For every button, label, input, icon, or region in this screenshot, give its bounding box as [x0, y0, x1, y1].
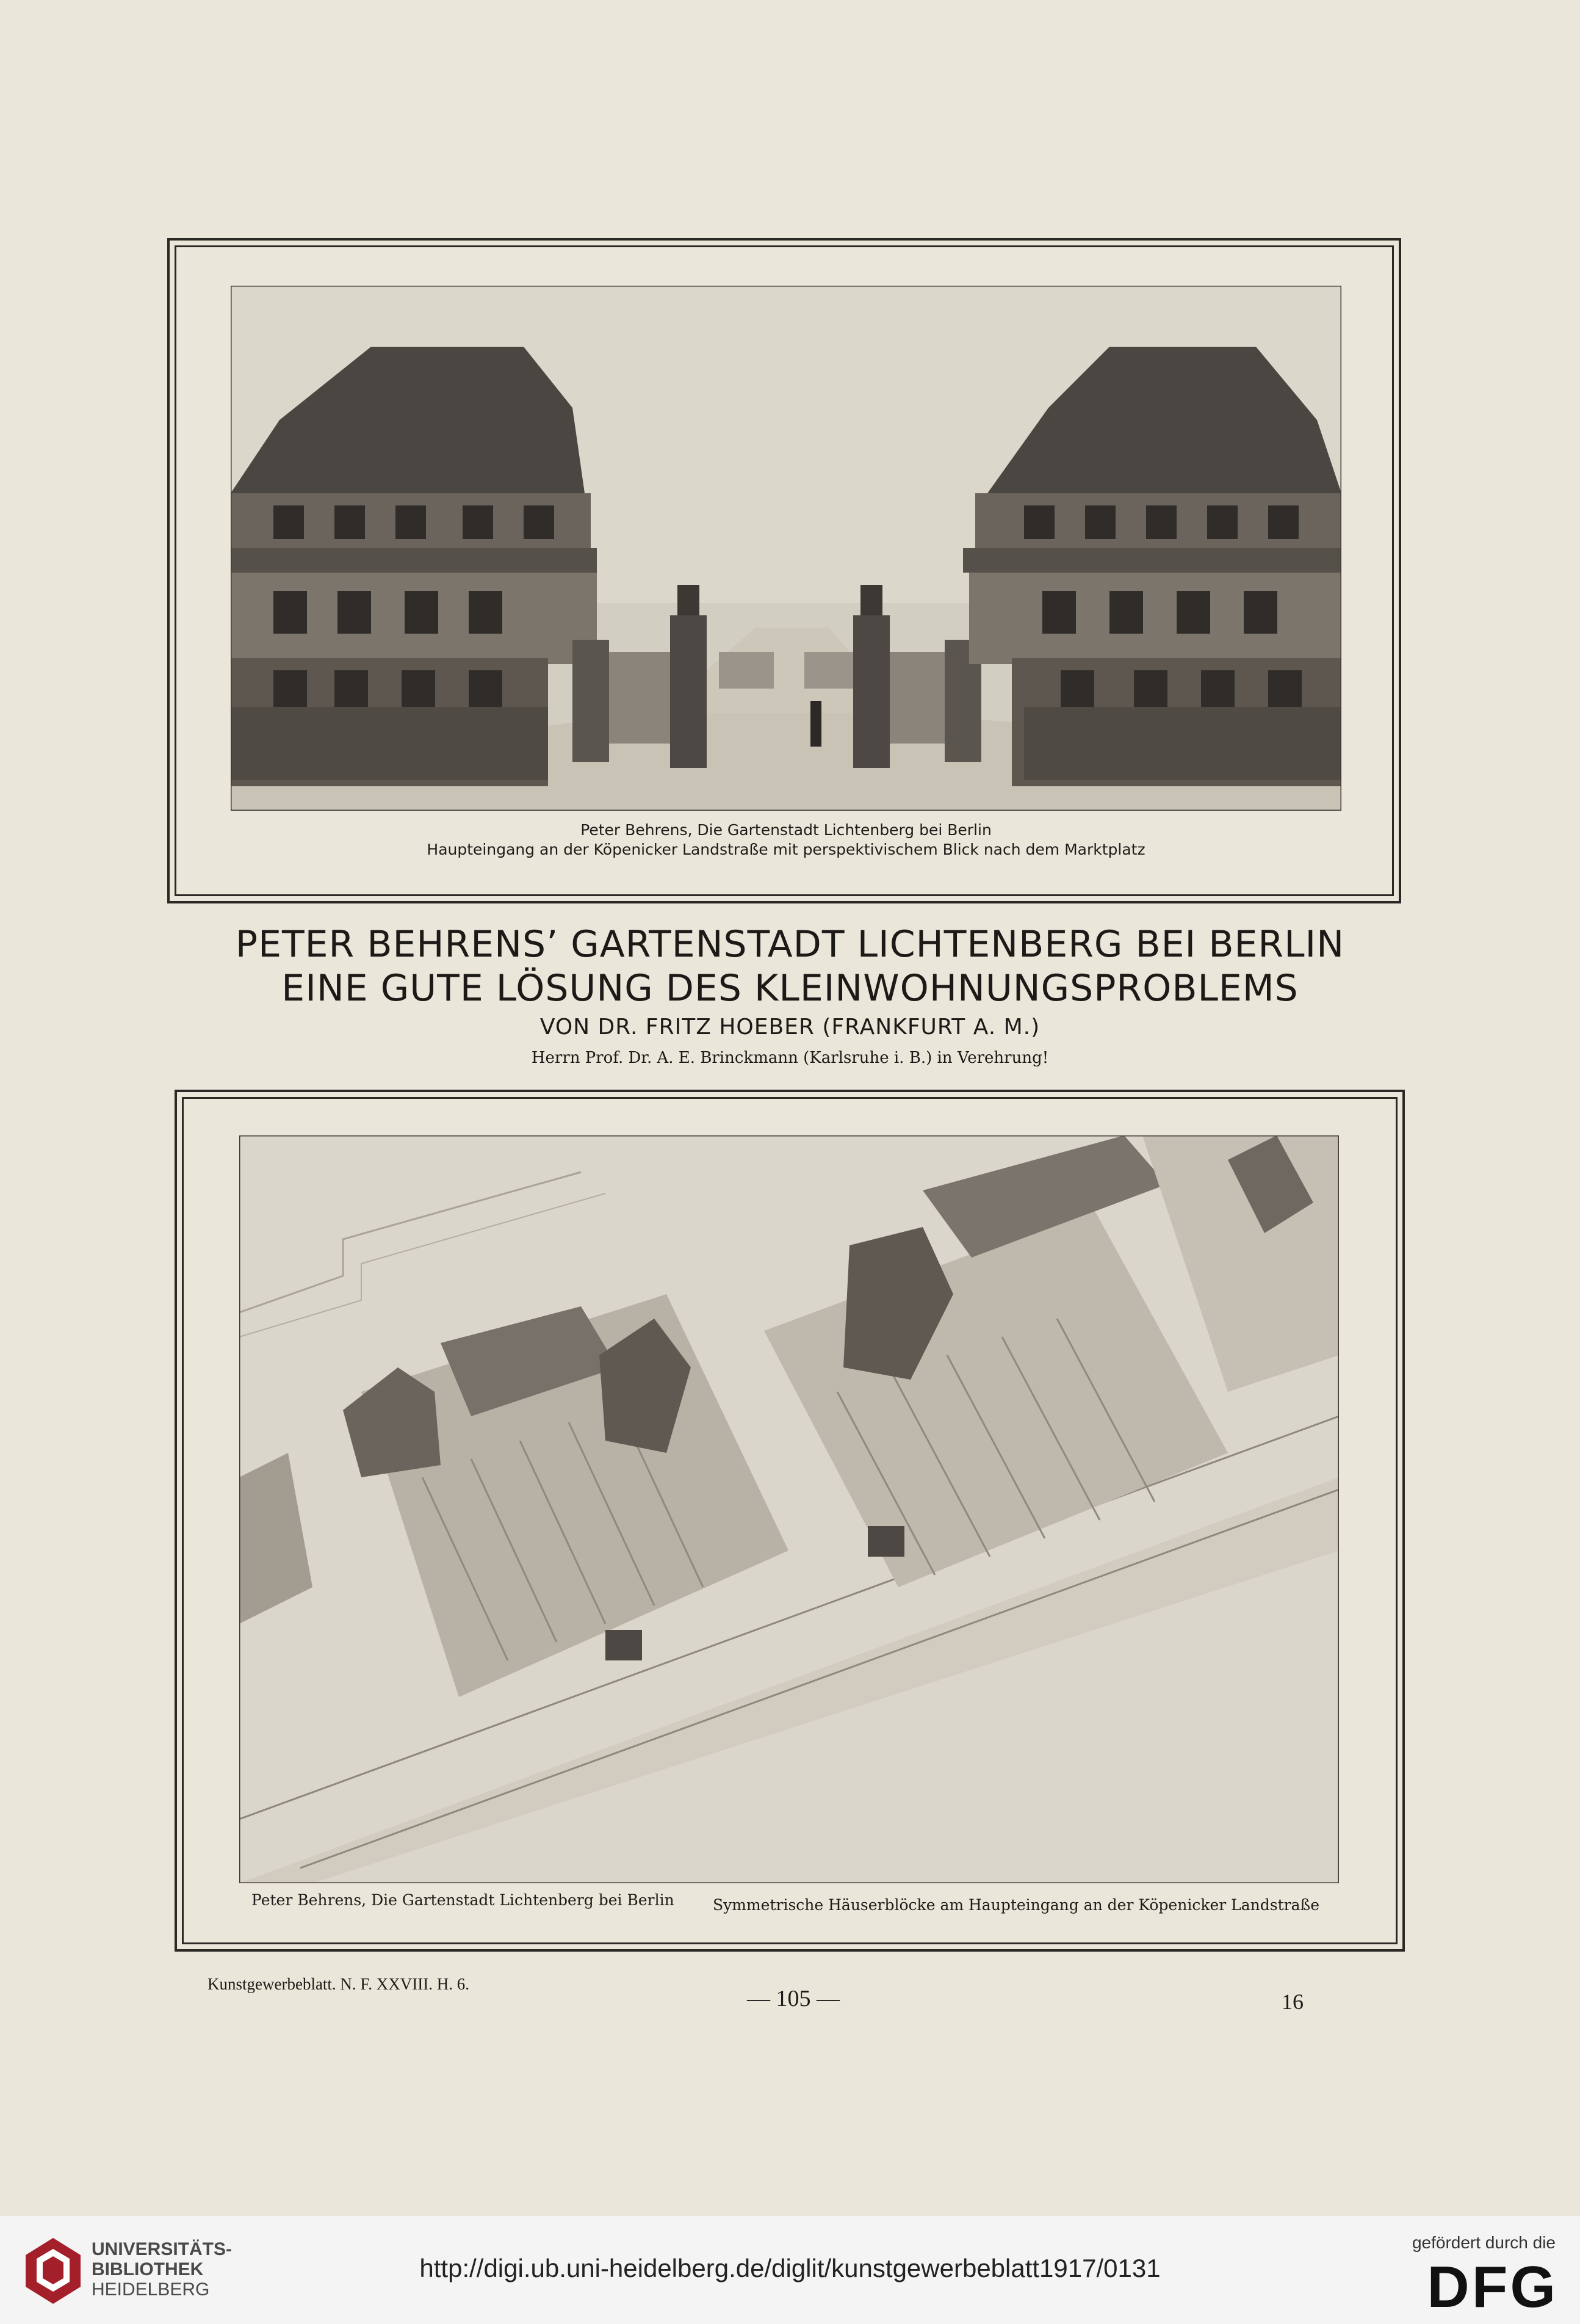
bottom-plate-caption-left: Peter Behrens, Die Gartenstadt Lichtenberg bei Berlin	[251, 1891, 674, 1909]
permalink-url[interactable]: http://digi.ub.uni-heidelberg.de/diglit/kunstgewerbeblatt1917/0131	[419, 2254, 1161, 2282]
article-title-line1: PETER BEHRENS’ GARTENSTADT LICHTENBERG BEI BERLIN	[235, 923, 1345, 966]
top-plate-caption-line2: Haupteingang an der Köpenicker Landstraße mit perspektivischem Blick nach dem Marktplatz	[427, 841, 1145, 858]
sheet-number: 16	[1282, 1989, 1304, 2014]
library-name-line1: UNIVERSITÄTS-	[92, 2239, 233, 2259]
article-author: VON DR. FRITZ HOEBER (FRANKFURT A. M.)	[539, 1015, 1041, 1040]
gatehouse-illustration	[231, 286, 1341, 811]
funding-label: gefördert durch die	[1412, 2233, 1556, 2252]
aerial-view-drawing	[239, 1135, 1339, 1883]
top-plate-caption-line1: Peter Behrens, Die Gartenstadt Lichtenberg bei Berlin	[580, 821, 992, 839]
article-title-line2: EINE GUTE LÖSUNG DES KLEINWOHNUNGSPROBLEMS	[281, 967, 1299, 1010]
gatehouse-drawing	[231, 286, 1341, 811]
library-name-line3: HEIDELBERG	[92, 2279, 210, 2300]
article-dedication: Herrn Prof. Dr. A. E. Brinckmann (Karlsruhe i. B.) in Verehrung!	[531, 1049, 1049, 1067]
dfg-logo[interactable]: DFG	[1427, 2254, 1558, 2320]
bottom-plate-caption-right: Symmetrische Häuserblöcke am Haupteingang an der Köpenicker Landstraße	[713, 1896, 1319, 1914]
journal-reference: Kunstgewerbeblatt. N. F. XXVIII. H. 6.	[207, 1975, 470, 1993]
viewer-bottom-bar	[0, 2216, 1580, 2324]
library-name-line2: BIBLIOTHEK	[92, 2259, 204, 2279]
aerial-view-illustration	[239, 1135, 1339, 1883]
page-number: — 105 —	[747, 1986, 840, 2011]
